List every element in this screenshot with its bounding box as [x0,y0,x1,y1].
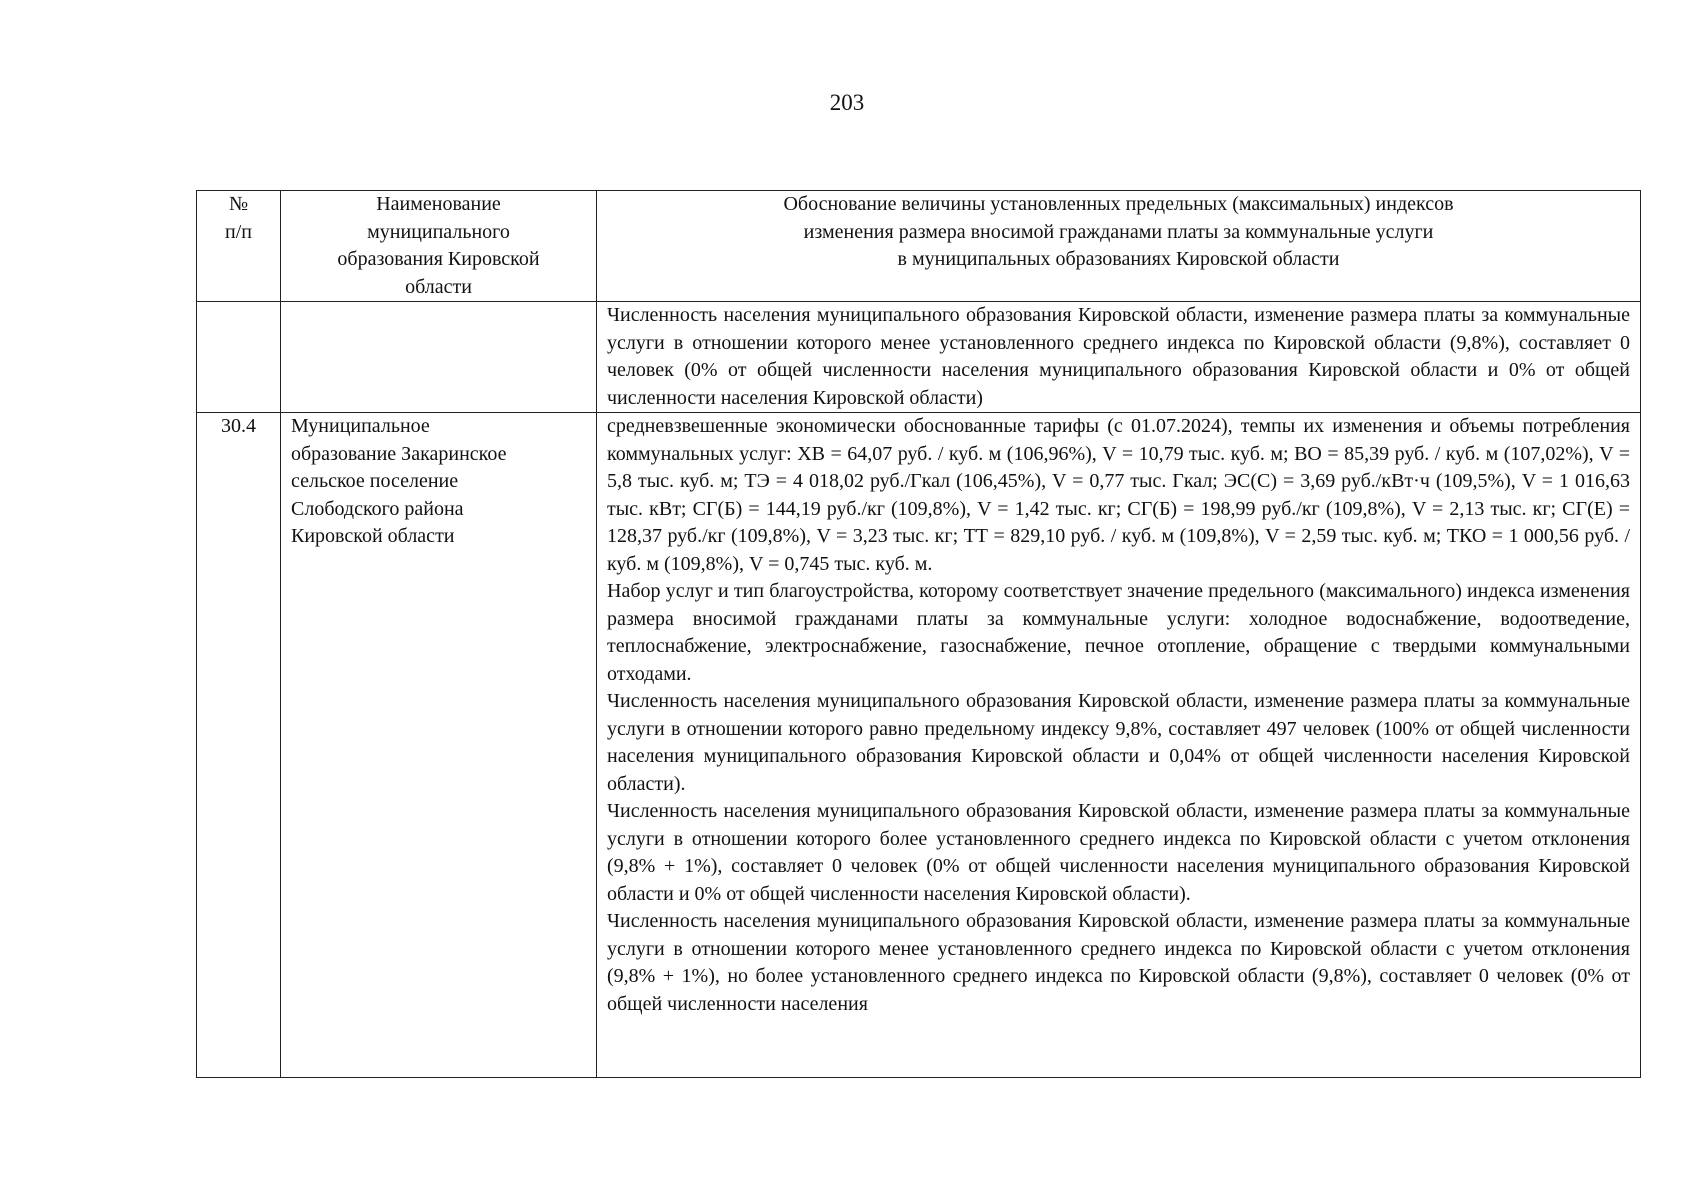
header-justification-line: Обоснование величины установленных предельных (максимальных) индексов [783,193,1454,215]
municipality-name-line: Слободского района [291,497,464,520]
population-between-index-paragraph: Численность населения муниципального образования Кировской области, изменение размера платы за коммунальные услуги в отношении которого менее установленного среднего индекса по Кировской области с учетом отклонения (9,8% + 1%), но более установленного среднего индекса по Кировской области (9,8%), составляет 0 человек (0% от общей численности населения [607,910,1630,1015]
header-justification-line: в муниципальных образованиях Кировской области [897,248,1340,270]
table-header-row [197,191,1641,302]
population-above-index-paragraph: Численность населения муниципального образования Кировской области, изменение размера платы за коммунальные услуги в отношении которого более установленного среднего индекса по Кировской области с учетом отклонения (9,8% + 1%), составляет 0 человек (0% от общей численности населения муниципального образования Кировской области и 0% от общей численности населения Кировской области). [607,800,1630,905]
page-number: 203 [829,90,865,115]
row-number-cell: 30.4 [197,413,281,1078]
header-justification [597,191,1641,302]
header-name-line: образования Кировской [337,248,540,270]
justification-paragraph: Численность населения муниципального образования Кировской области, изменение размера платы за коммунальные услуги в отношении которого менее установленного среднего индекса по Кировской области (9,8%), составляет 0 человек (0% от общей численности населения муниципального образования Кировской области и 0% от общей численности населения Кировской области) [607,304,1630,409]
header-number-line: п/п [225,220,252,243]
header-justification-line: изменения размера вносимой гражданами платы за коммунальные услуги [803,220,1434,243]
header-name-line: Наименование [376,193,501,215]
population-equal-index-paragraph: Численность населения муниципального образования Кировской области, изменение размера платы за коммунальные услуги в отношении которого равно предельному индексу 9,8%, составляет 497 человек (100% от общей численности населения муниципального образования Кировской области и 0,04% от общей численности населения Кировской области). [607,690,1630,795]
header-municipality-name [281,191,597,302]
row-name-cell [281,413,597,1078]
table-row [197,413,1641,1078]
municipality-name-line: Кировской области [291,525,455,547]
row-name-cell [281,302,597,413]
municipality-name-line: образование Закаринское [291,442,507,465]
tariffs-paragraph: средневзвешенные экономически обоснованные тарифы (с 01.07.2024), темпы их изменения и объемы потребления коммунальных услуг: ХВ = 64,07 руб. / куб. м (106,96%), V = 10,79 тыс. куб. м; ВО = 85,39 руб. / куб. м (107,02%), V = 5,8 тыс. куб. м; ТЭ = 4 018,02 руб./Гкал (106,45%), V = 0,77 тыс. Гкал; ЭС(С) = 3,69 руб./кВт·ч (109,5%), V = 1 016,63 тыс. кВт; СГ(Б) = 144,19 руб./кг (109,8%), V = 1,42 тыс. кг; СГ(Б) = 198,99 руб./кг (109,8%), V = 2,13 тыс. кг; СГ(Е) = 128,37 руб./кг (109,8%), V = 3,23 тыс. кг; ТТ = 829,10 руб. / куб. м (109,8%), V = 2,59 тыс. куб. м; ТКО = 1 000,56 руб. / куб. м (109,8%), V = 0,745 тыс. куб. м. [607,415,1630,575]
header-name-line: муниципального [367,220,510,243]
services-paragraph: Набор услуг и тип благоустройства, которому соответствует значение предельного (максимального) индекса изменения размера вносимой гражданами платы за коммунальные услуги: холодное водоснабжение, водоотведение, теплоснабжение, электроснабжение, газоснабжение, печное отопление, обращение с твердыми коммунальными отходами. [607,580,1630,685]
table-row [197,302,1641,413]
justification-table [196,190,1641,1078]
row-justification-cell [597,302,1641,413]
row-number-cell [197,302,281,413]
header-number-line: № [228,193,249,215]
header-name-line: области [405,275,472,298]
row-justification-cell [597,413,1641,1078]
municipality-name-line: Муниципальное [291,415,430,437]
header-number [197,191,281,302]
municipality-name-line: сельское поселение [291,470,459,492]
